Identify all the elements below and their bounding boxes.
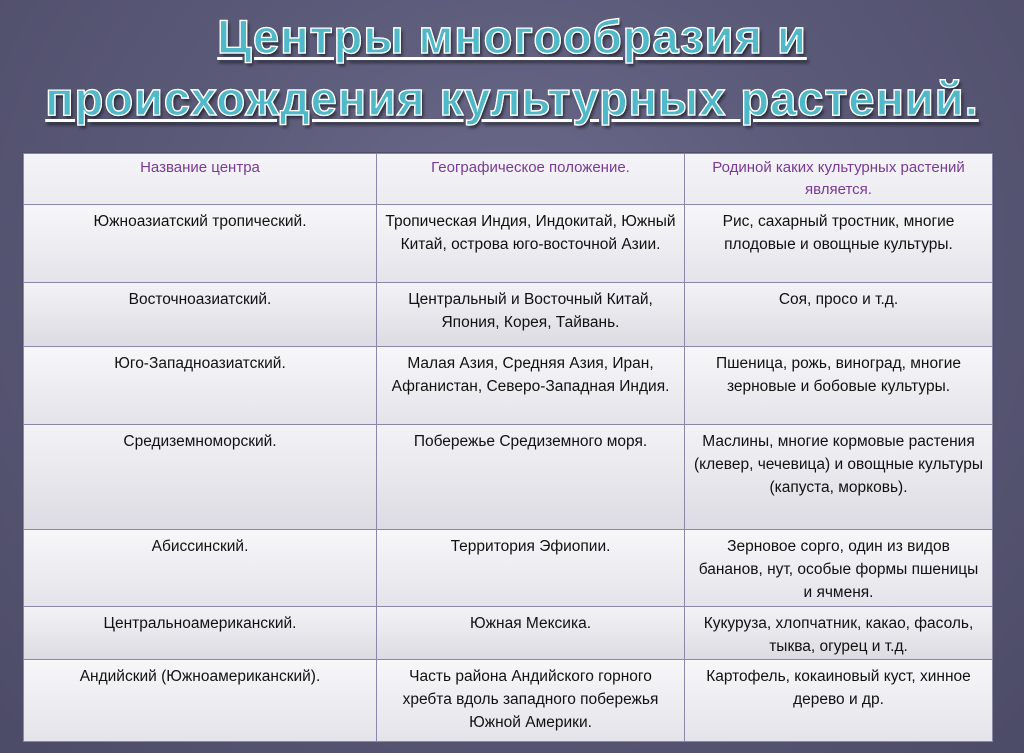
cell-geography: Побережье Средиземного моря. (377, 425, 685, 530)
cell-geography: Малая Азия, Средняя Азия, Иран, Афганистан, Северо-Западная Индия. (377, 347, 685, 425)
cell-center-name: Средиземноморский. (24, 425, 377, 530)
cell-geography: Часть района Андийского горного хребта вдоль западного побережья Южной Америки. (377, 660, 685, 742)
cell-crops: Зерновое сорго, один из видов бананов, нут, особые формы пшеницы и ячменя. (685, 530, 993, 607)
table-row (24, 347, 993, 425)
slide-title (0, 6, 1024, 130)
cell-center-name: Восточноазиатский. (24, 283, 377, 347)
table-row (24, 530, 993, 607)
slide-title-line-1: Центры многообразия и (217, 10, 807, 63)
cell-crops: Кукуруза, хлопчатник, какао, фасоль, тыква, огурец и т.д. (685, 607, 993, 660)
cell-center-name: Центральноамериканский. (24, 607, 377, 660)
header-geography: Географическое положение. (377, 154, 685, 205)
table-row (24, 660, 993, 742)
table-header-row (24, 154, 993, 205)
table-row (24, 205, 993, 283)
header-crops: Родиной каких культурных растений является. (685, 154, 993, 205)
cell-crops: Картофель, кокаиновый куст, хинное дерево и др. (685, 660, 993, 742)
cell-center-name: Абиссинский. (24, 530, 377, 607)
table-row (24, 607, 993, 660)
cell-geography: Территория Эфиопии. (377, 530, 685, 607)
cell-crops: Рис, сахарный тростник, многие плодовые и овощные культуры. (685, 205, 993, 283)
cell-center-name: Южноазиатский тропический. (24, 205, 377, 283)
cell-center-name: Андийский (Южноамериканский). (24, 660, 377, 742)
slide-title-line-2: происхождения культурных растений. (45, 72, 979, 125)
cell-crops: Пшеница, рожь, виноград, многие зерновые и бобовые культуры. (685, 347, 993, 425)
header-center-name: Название центра (24, 154, 377, 205)
table-row (24, 283, 993, 347)
cell-crops: Соя, просо и т.д. (685, 283, 993, 347)
cell-geography: Тропическая Индия, Индокитай, Южный Китай, острова юго-восточной Азии. (377, 205, 685, 283)
centers-table-frame (22, 152, 994, 742)
cell-crops: Маслины, многие кормовые растения (клевер, чечевица) и овощные культуры (капуста, морковь). (685, 425, 993, 530)
cell-geography: Центральный и Восточный Китай, Япония, Корея, Тайвань. (377, 283, 685, 347)
centers-table (23, 153, 993, 742)
cell-geography: Южная Мексика. (377, 607, 685, 660)
cell-center-name: Юго-Западноазиатский. (24, 347, 377, 425)
table-row (24, 425, 993, 530)
